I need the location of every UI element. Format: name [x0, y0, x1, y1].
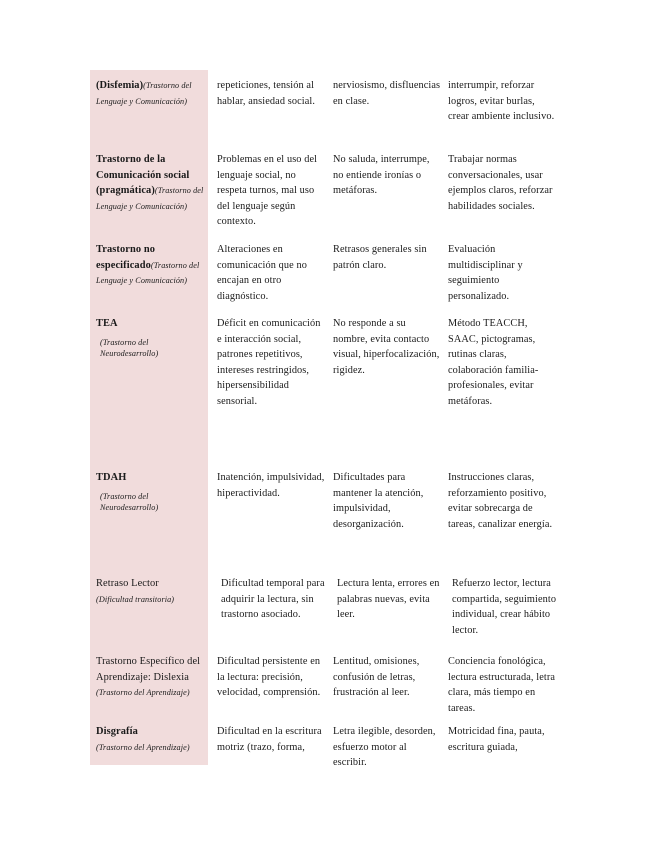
disorder-name: TDAH [96, 472, 127, 483]
disorder-category: (Trastorno del Aprendizaje) [96, 688, 190, 698]
symptoms-cell: Alteraciones en comunicación que no encajan en otro diagnóstico. [217, 244, 307, 302]
disorder-category: (Trastorno del Neurodesarrollo) [100, 491, 159, 513]
disorder-name: Retraso Lector [96, 578, 159, 589]
disorder-cell [96, 724, 206, 755]
disorder-cell [96, 576, 206, 607]
disorder-cell [96, 152, 206, 214]
disorder-category: (Trastorno del Lenguaje y Comunicación) [96, 81, 192, 106]
classroom-cell: Lentitud, omisiones, confusión de letras, frustración al leer. [333, 656, 420, 699]
disorder-name: (Disfemia) [96, 80, 144, 91]
strategies-cell: Conciencia fonológica, lectura estructurada, letra clara, más tiempo en tareas. [448, 656, 556, 714]
symptoms-cell: Dificultad persistente en la lectura: precisión, velocidad, comprensión. [217, 656, 321, 699]
classroom-cell: Retrasos generales sin patrón claro. [333, 244, 427, 271]
disorder-category: (Trastorno del Aprendizaje) [96, 742, 190, 752]
strategies-cell: interrumpir, reforzar logros, evitar burlas, crear ambiente inclusivo. [448, 80, 555, 123]
disorder-category: (Trastorno del Neurodesarrollo) [100, 337, 159, 359]
classroom-cell: Dificultades para mantener la atención, impulsividad, desorganización. [333, 472, 424, 530]
symptoms-cell: Dificultad temporal para adquirir la lectura, sin trastorno asociado. [221, 578, 325, 621]
disorder-cell [96, 470, 206, 514]
disorder-cell [96, 242, 206, 289]
symptoms-cell: Problemas en el uso del lenguaje social, no respeta turnos, mal uso del lenguaje según contexto. [217, 154, 318, 228]
strategies-cell: Evaluación multidisciplinar y seguimiento personalizado. [448, 244, 523, 302]
disorder-category: (Trastorno del Lenguaje y Comunicación) [96, 260, 200, 286]
strategies-cell: Refuerzo lector, lectura compartida, seguimiento individual, crear hábito lector. [452, 578, 557, 636]
symptoms-cell: Déficit en comunicación e interacción social, patrones repetitivos, intereses restringidos, hipersensibilidad sensorial. [217, 318, 321, 407]
symptoms-cell: Dificultad en la escritura motriz (trazo, forma, [217, 726, 322, 753]
disorder-name: Trastorno Específico del Aprendizaje: Dislexia [96, 656, 201, 683]
disorder-name: Trastorno no especificado [96, 244, 156, 271]
disorder-cell [96, 654, 206, 701]
disorder-category: (Dificultad transitoria) [96, 594, 175, 604]
classroom-cell: Lectura lenta, errores en palabras nuevas, evita leer. [337, 578, 440, 621]
classroom-cell: No responde a su nombre, evita contacto visual, hiperfocalización, rigidez. [333, 318, 440, 376]
strategies-cell: Método TEACCH, SAAC, pictogramas, rutinas claras, colaboración familia-profesionales, evitar metáforas. [448, 318, 539, 407]
disorder-name: Trastorno de la Comunicación social (pragmática) [96, 154, 190, 197]
disorder-cell [96, 78, 206, 109]
disorder-name: Disgrafía [96, 726, 138, 737]
strategies-cell: Instrucciones claras, reforzamiento positivo, evitar sobrecarga de tareas, canalizar energía. [448, 472, 553, 530]
disorder-cell [96, 316, 206, 360]
symptoms-cell: Inatención, impulsividad, hiperactividad. [217, 472, 325, 499]
classroom-cell: Letra ilegible, desorden, esfuerzo motor al escribir. [333, 726, 436, 769]
strategies-cell: Motricidad fina, pauta, escritura guiada, [448, 726, 545, 753]
disorder-name: TEA [96, 318, 118, 329]
disorder-category: (Trastorno del Lenguaje y Comunicación) [96, 186, 204, 211]
classroom-cell: No saluda, interrumpe, no entiende ironías o metáforas. [333, 154, 430, 197]
symptoms-cell: repeticiones, tensión al hablar, ansiedad social. [217, 80, 316, 107]
strategies-cell: Trabajar normas conversacionales, usar ejemplos claros, reforzar habilidades sociales. [448, 154, 553, 212]
classroom-cell: nerviosismo, disfluencias en clase. [333, 80, 441, 107]
